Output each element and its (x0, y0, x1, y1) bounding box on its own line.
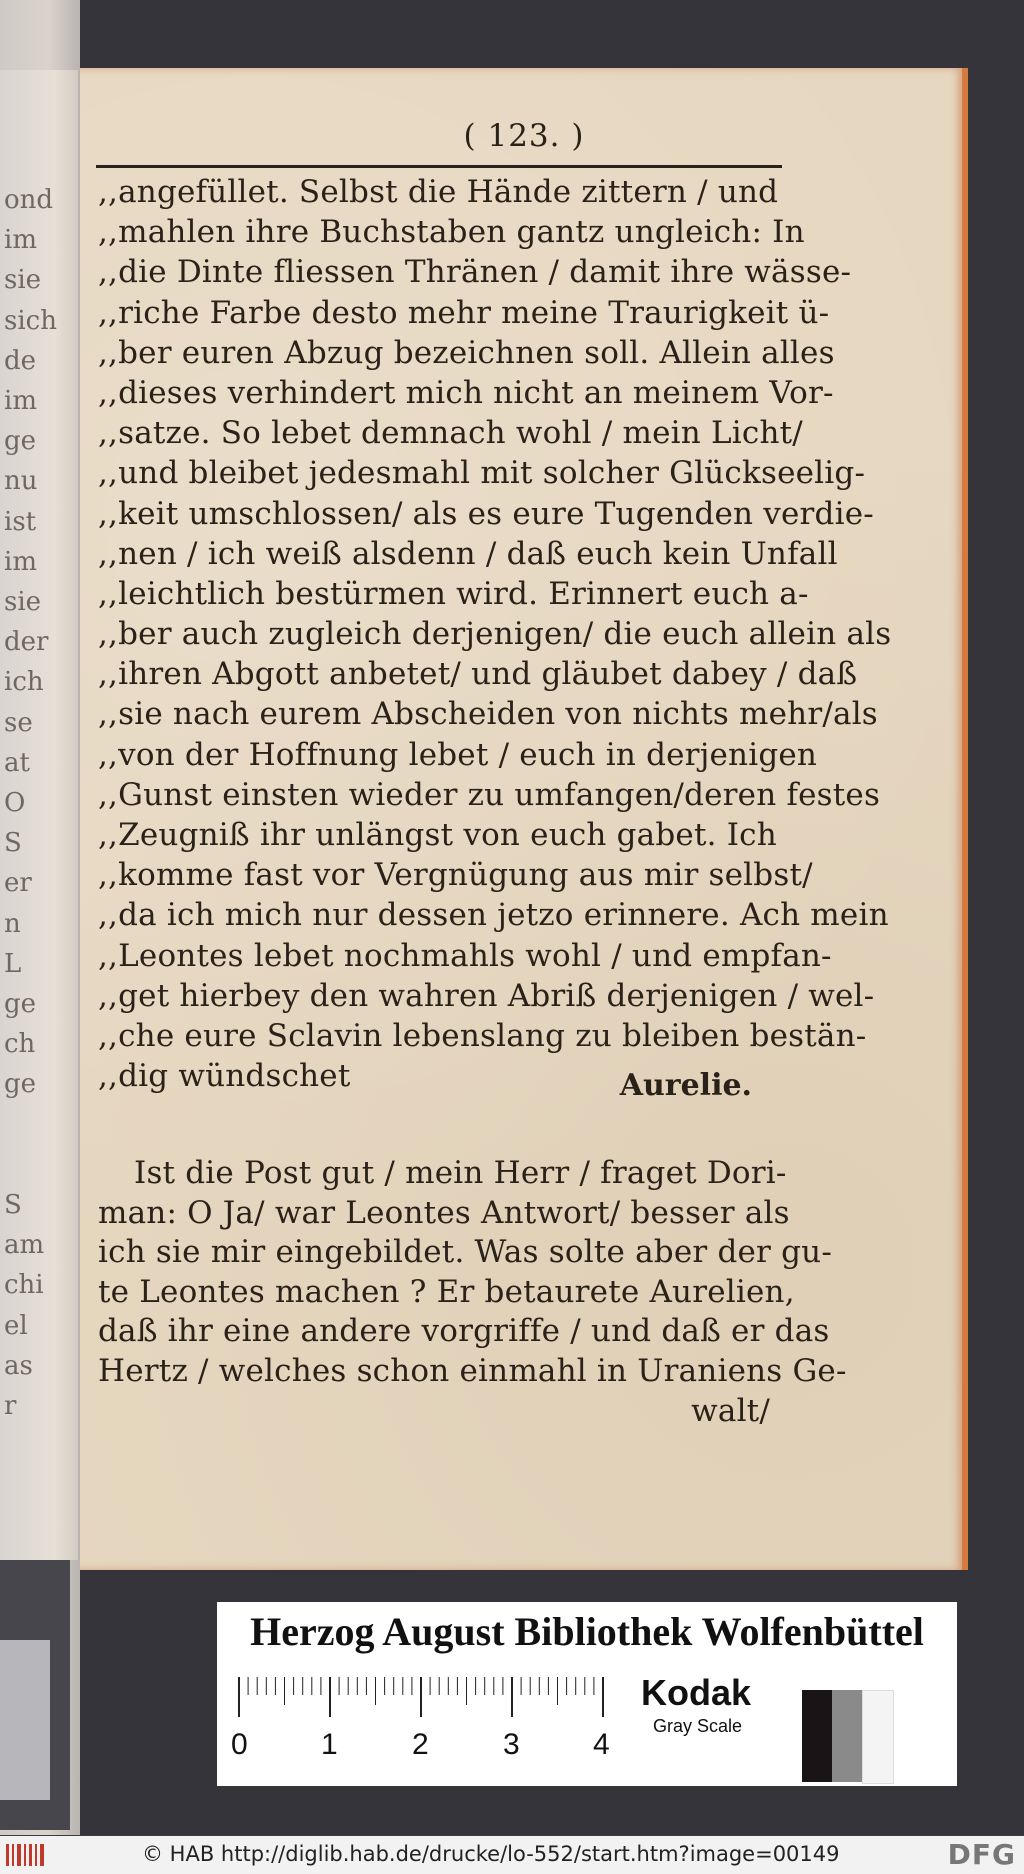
scale-ruler (237, 1677, 607, 1717)
previous-page-edge (0, 70, 78, 1560)
text-line: ,,angefüllet. Selbst die Hände zittern / und (98, 174, 779, 210)
text-line: te Leontes machen ? Er betaurete Aurelien, (98, 1273, 795, 1310)
footer-bar (0, 1836, 1024, 1874)
text-line: man: O Ja/ war Leontes Antwort/ besser als (98, 1194, 790, 1231)
scale-number: 3 (503, 1728, 520, 1761)
book-page (80, 68, 968, 1570)
text-line: ,,von der Hoffnung lebet / euch in derjenigen (98, 736, 818, 773)
previous-page-text: ond im sie sich de im ge nu ist im sie der ich se at O S er n L ge ch ge S am chi el as r (4, 185, 57, 1422)
gray-patch-mid (832, 1690, 862, 1782)
text-line: ,,da ich mich nur dessen jetzo erinnere. Ach mein (98, 897, 889, 934)
text-line: ,,satze. So lebet demnach wohl / mein Licht/ (98, 415, 803, 452)
text-line: ,,ihren Abgott anbetet/ und gläubet dabey / daß (98, 656, 858, 693)
text-line: ich sie mir eingebildet. Was solte aber der gu- (98, 1234, 832, 1271)
text-line: ,,mahlen ihre Buchstaben gantz ungleich: In (98, 214, 805, 251)
text-line: Ist die Post gut / mein Herr / fraget Dori- (134, 1155, 787, 1191)
text-line: ,,die Dinte fliessen Thränen / damit ihre wässe- (98, 254, 852, 291)
catchword: walt/ (691, 1392, 770, 1429)
previous-page-label (0, 1640, 50, 1800)
footer-link[interactable]: © HAB http://diglib.hab.de/drucke/lo-552/start.htm?image=00149 (142, 1842, 840, 1866)
text-line: ,,dieses verhindert mich nicht an meinem Vor- (98, 374, 834, 411)
barcode-icon (6, 1844, 46, 1866)
text-line: ,,ber euren Abzug bezeichnen soll. Allein alles (98, 334, 835, 371)
dfg-logo: DFG (947, 1838, 1016, 1871)
text-line: daß ihr eine andere vorgriffe / und daß er das (98, 1313, 830, 1350)
text-line: Hertz / welches schon einmahl in Uraniens Ge- (98, 1352, 847, 1389)
letter-signature: Aurelie. (619, 1068, 752, 1103)
kodak-logo: Kodak (641, 1672, 752, 1713)
text-line: ,,keit umschlossen/ als es eure Tugenden verdie- (98, 495, 874, 532)
text-line: ,,get hierbey den wahren Abriß derjenigen / wel- (98, 977, 875, 1014)
text-line: ,,und bleibet jedesmahl mit solcher Glückseelig- (98, 455, 866, 492)
text-line: ,,Gunst einsten wieder zu umfangen/deren festes (98, 776, 881, 813)
letter-text (98, 172, 892, 1096)
text-line: ,,nen / ich weiß alsdenn / daß euch kein Unfall (98, 535, 838, 572)
text-line: ,,Zeugniß ihr unlängst von euch gabet. Ich (98, 817, 777, 853)
scale-number: 2 (412, 1728, 429, 1761)
color-target-card (217, 1602, 957, 1786)
page-number: ( 123. ) (463, 118, 585, 154)
scale-number: 1 (321, 1728, 338, 1761)
narrative-paragraph (98, 1154, 847, 1431)
text-line: ,,leichtlich bestürmen wird. Erinnert euch a- (98, 575, 809, 612)
gray-scale-label: Gray Scale (653, 1716, 743, 1736)
header-rule (96, 165, 782, 168)
library-name: Herzog August Bibliothek Wolfenbüttel (250, 1609, 924, 1654)
text-line: ,,dig wündschet (98, 1058, 351, 1095)
text-line: ,,riche Farbe desto mehr meine Traurigkeit ü- (98, 294, 830, 331)
text-line: ,,Leontes lebet nochmahls wohl / und empfan- (98, 937, 832, 974)
text-line: ,,komme fast vor Vergnügung aus mir selbst/ (98, 857, 813, 894)
text-line: ,,sie nach eurem Abscheiden von nichts mehr/als (98, 696, 878, 733)
scale-number: 0 (231, 1728, 248, 1761)
gray-patch-black (802, 1690, 832, 1782)
text-line: ,,che eure Sclavin lebenslang zu bleiben bestän- (98, 1017, 867, 1054)
scale-number: 4 (593, 1728, 610, 1761)
text-line: ,,ber auch zugleich derjenigen/ die euch allein als (98, 616, 892, 653)
gray-patch-white (862, 1690, 894, 1784)
